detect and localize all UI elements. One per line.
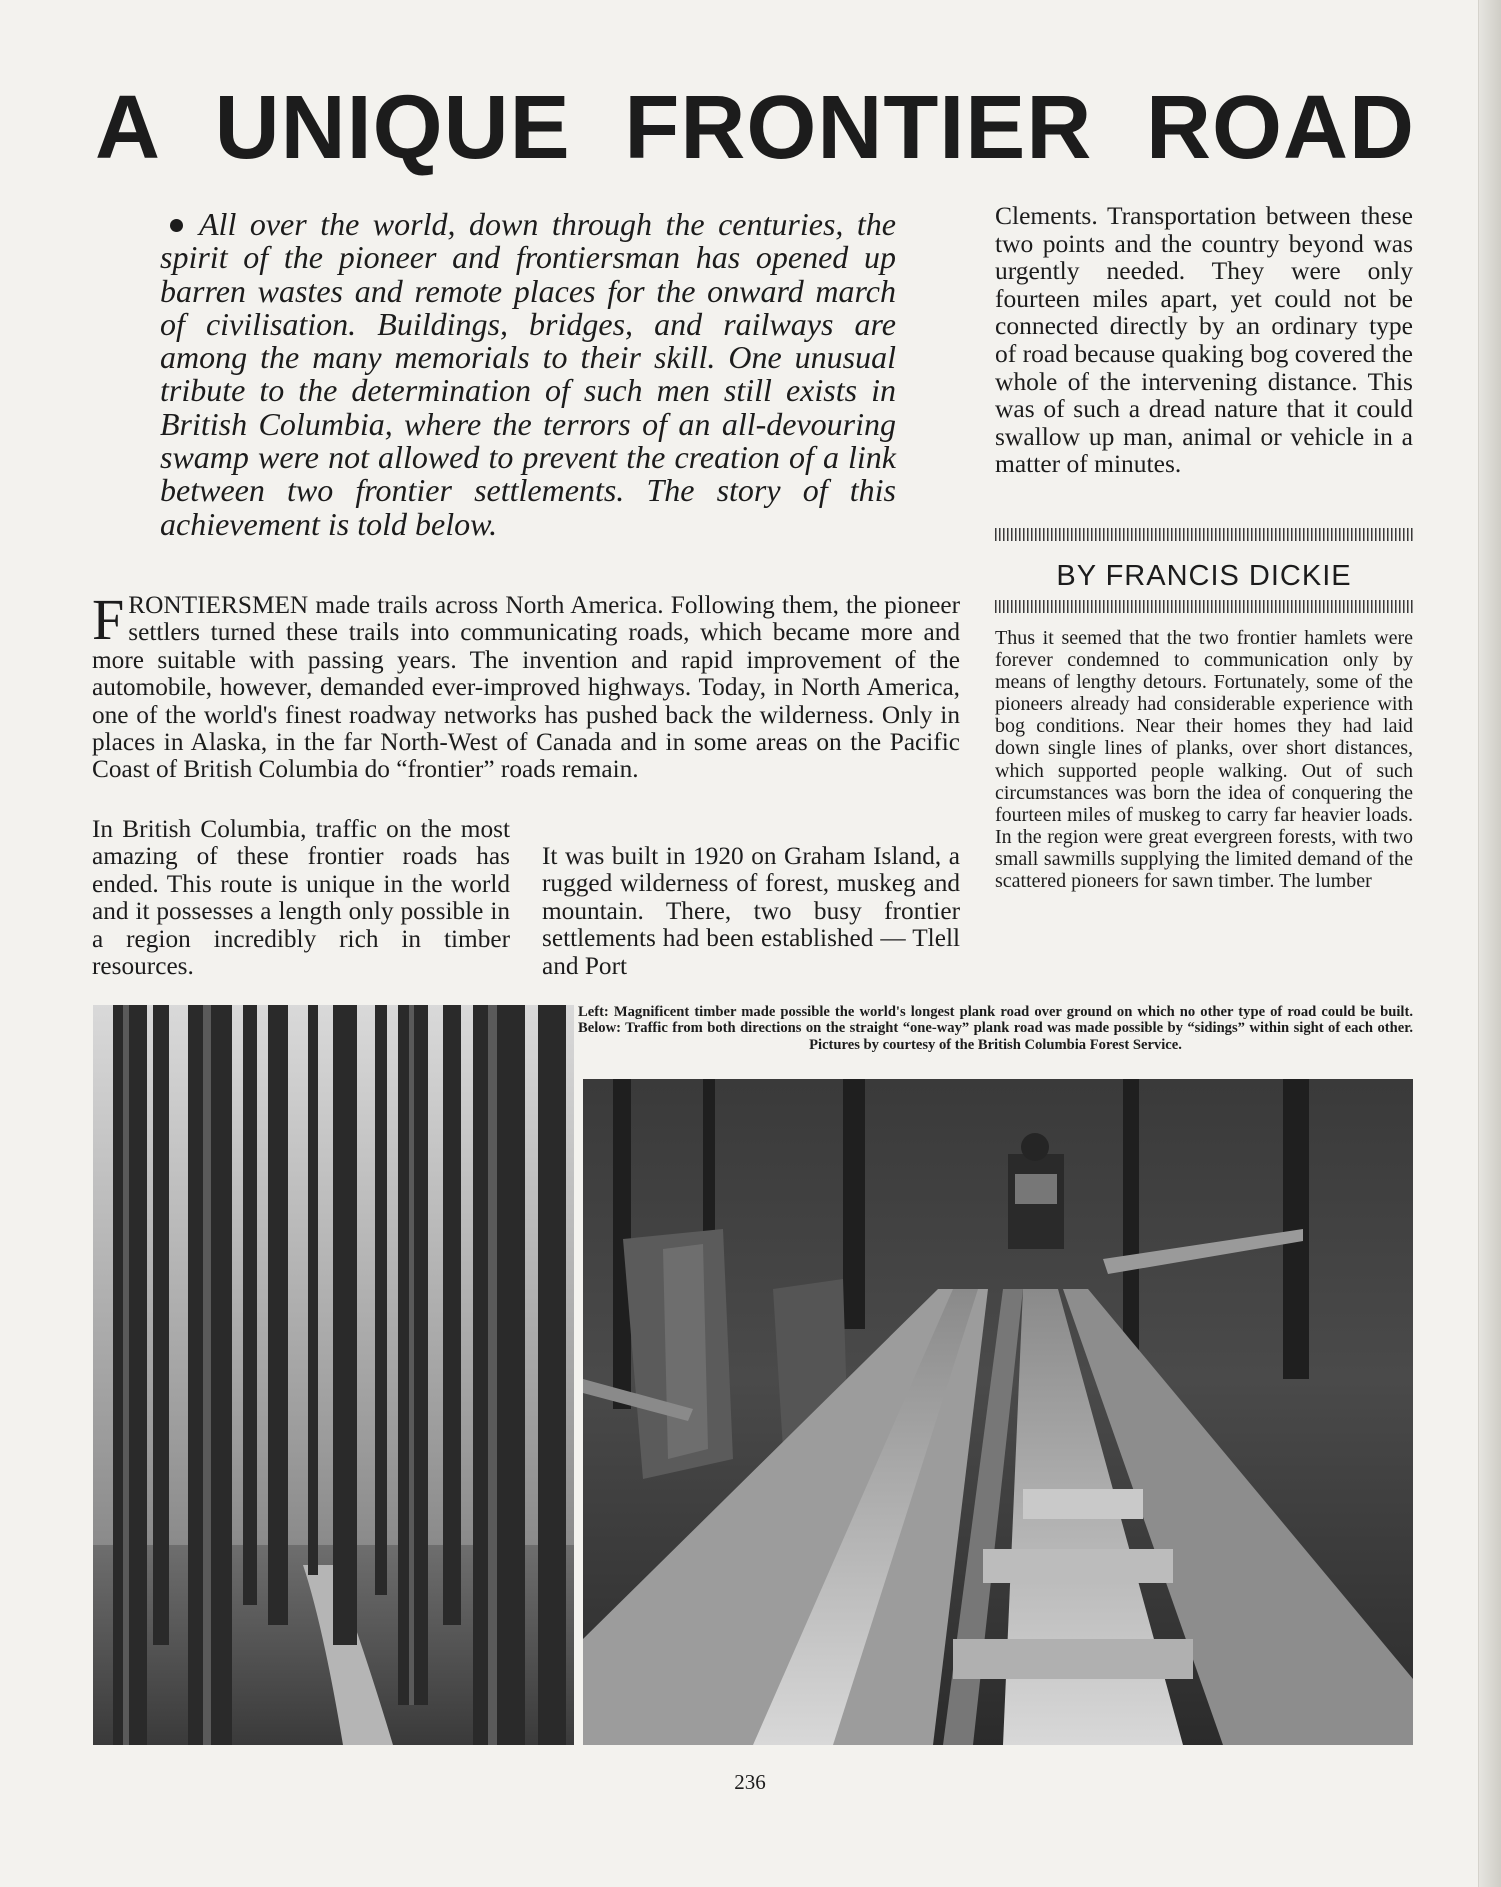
bullet-icon — [170, 219, 183, 232]
byline-rule-bottom — [995, 600, 1413, 613]
page-number: 236 — [734, 1770, 766, 1794]
right-column-small: Thus it seemed that the two frontier hamlets were forever condemned to communication only by means of lengthy detours. Fortunately, some of the pioneers already had considerable experience with bog conditions. Near their homes they had laid down single lines of planks, over short distances, which supported people walking. Out of such circumstances was born the idea of conquering the fourteen miles of muskeg to carry far heavier loads. In the region were great evergreen forests, with two small sawmills supplying the limited demand of the scattered pioneers for sawn timber. The lumber — [995, 627, 1413, 893]
middle-column: It was built in 1920 on Graham Island, a rugged wilderness of forest, muskeg and mountain. There, two busy frontier settlements had been established — Tlell and Port — [542, 842, 960, 980]
drop-cap: F — [92, 587, 125, 652]
title-word: A — [95, 78, 161, 178]
left-column: In British Columbia, traffic on the most amazing of these frontier roads has ended. This route is unique in the world and it possesses a length only possible in a region incredibly rich in timber resources. — [92, 815, 510, 981]
byline: BY FRANCIS DICKIE — [1056, 560, 1352, 592]
title-word: FRONTIER — [624, 78, 1093, 178]
intro-paragraph — [160, 208, 896, 541]
intro-text: All over the world, down through the centuries, the spirit of the pioneer and frontiersman has opened up barren wastes and remote places for the onward march of civilisation. Buildings, bridges, and railways are among the many memorials to their skill. One unusual tribute to the determination of such men still exists in British Columbia, where the terrors of an all-devouring swamp were not allowed to prevent the creation of a link between two frontier settlements. The story of this achievement is told below. — [160, 206, 896, 542]
main-paragraph — [92, 587, 960, 784]
main-paragraph-text: RONTIERSMEN made trails across North America. Following them, the pioneer settlers turned these trails into communicating roads, which became more and more suitable with passing years. The invention and rapid improvement of the automobile, however, demanded ever-improved highways. Today, in North America, one of the world's finest roadway networks has pushed back the wilderness. Only in places in Alaska, in the far North-West of Canada and in some areas on the Pacific Coast of British Columbia do “frontier” roads remain. — [92, 591, 960, 784]
article-title — [95, 78, 1415, 178]
title-word: ROAD — [1145, 78, 1415, 178]
forest-photo — [93, 1005, 574, 1745]
title-word: UNIQUE — [214, 78, 571, 178]
page-edge — [1478, 0, 1501, 1887]
byline-rule-top — [995, 528, 1413, 541]
right-column-top: Clements. Transportation between these two points and the country beyond was urgently needed. They were only fourteen miles apart, yet could not be connected directly by an ordinary type of road because quaking bog covered the whole of the intervening distance. This was of such a dread nature that it could swallow up man, animal or vehicle in a matter of minutes. — [995, 201, 1413, 479]
plank-road-photo — [583, 1079, 1413, 1745]
photo-caption: Left: Magnificent timber made possible the world's longest plank road over ground on which no other type of road could be built. Below: Traffic from both directions on the straight “one-way” plank road was made possible by “sidings” within sight of each other. Pictures by courtesy of the British Columbia Forest Service. — [578, 1004, 1413, 1053]
